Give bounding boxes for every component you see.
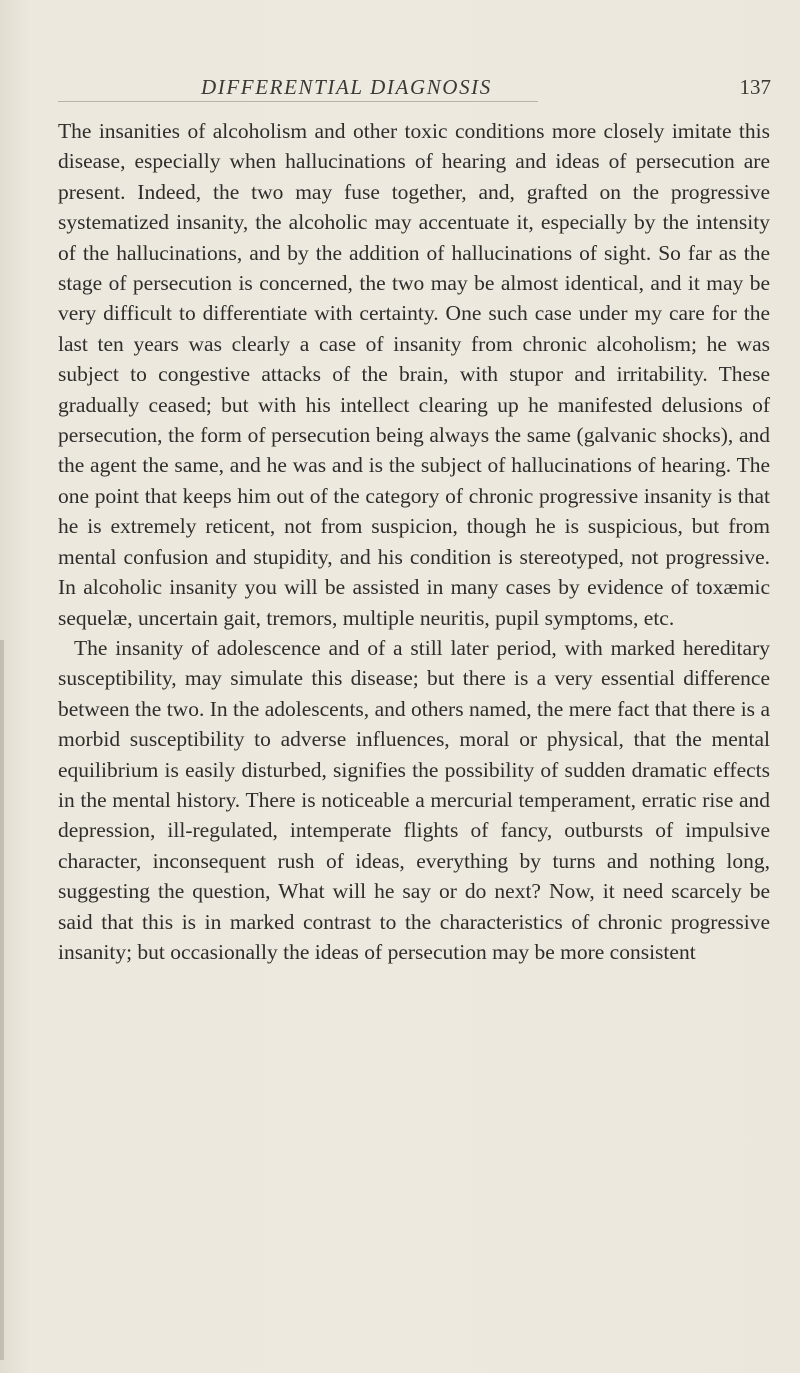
running-header <box>0 72 800 102</box>
page-number: 137 <box>739 75 771 99</box>
paragraph-adolescence: The insanity of adolescence and of a still later period, with marked hereditary susceptibility, may simulate this disease; but there is a very essential difference between the two. In the adolescents, and others named, the mere fact that there is a morbid susceptibility to adverse influences, moral or physical, that the mental equilibrium is easily disturbed, signifies the possibility of sudden dramatic effects in the mental history. There is noticeable a mercurial temperament, erratic rise and depression, ill-regulated, intemperate flights of fancy, outbursts of impulsive character, inconsequent rush of ideas, everything by turns and nothing long, suggesting the question, What will he say or do next? Now, it need scarcely be said that this is in marked contrast to the characteristics of chronic progressive insanity; but occasionally the ideas of persecution may be more consistent <box>58 635 770 964</box>
running-title: DIFFERENTIAL DIAGNOSIS <box>201 75 492 99</box>
body-text <box>58 116 770 967</box>
page-edge-shadow <box>0 640 4 1360</box>
paragraph-alcoholism: The insanities of alcoholism and other toxic conditions more closely imitate this disease, especially when hallucinations of hearing and ideas of persecution are present. Indeed, the two may fuse together, and, grafted on the progressive systematized insanity, the alcoholic may accentuate it, especially by the intensity of the hallucinations, and by the addition of hallucinations of sight. So far as the stage of persecution is concerned, the two may be almost identical, and it may be very difficult to differentiate with certainty. One such case under my care for the last ten years was clearly a case of insanity from chronic alcoholism; he was subject to congestive attacks of the brain, with stupor and irritability. These gradually ceased; but with his intellect clearing up he manifested delusions of persecution, the form of persecution being always the same (galvanic shocks), and the agent the same, and he was and is the subject of hallucinations of hearing. The one point that keeps him out of the category of chronic progressive insanity is that he is extremely reticent, not from suspicion, though he is suspicious, but from mental confusion and stupidity, and his condition is stereotyped, not progressive. In alcoholic insanity you will be assisted in many cases by evidence of toxæmic sequelæ, uncertain gait, tremors, multiple neuritis, pupil symptoms, etc. <box>58 119 770 630</box>
header-rule <box>58 101 538 102</box>
